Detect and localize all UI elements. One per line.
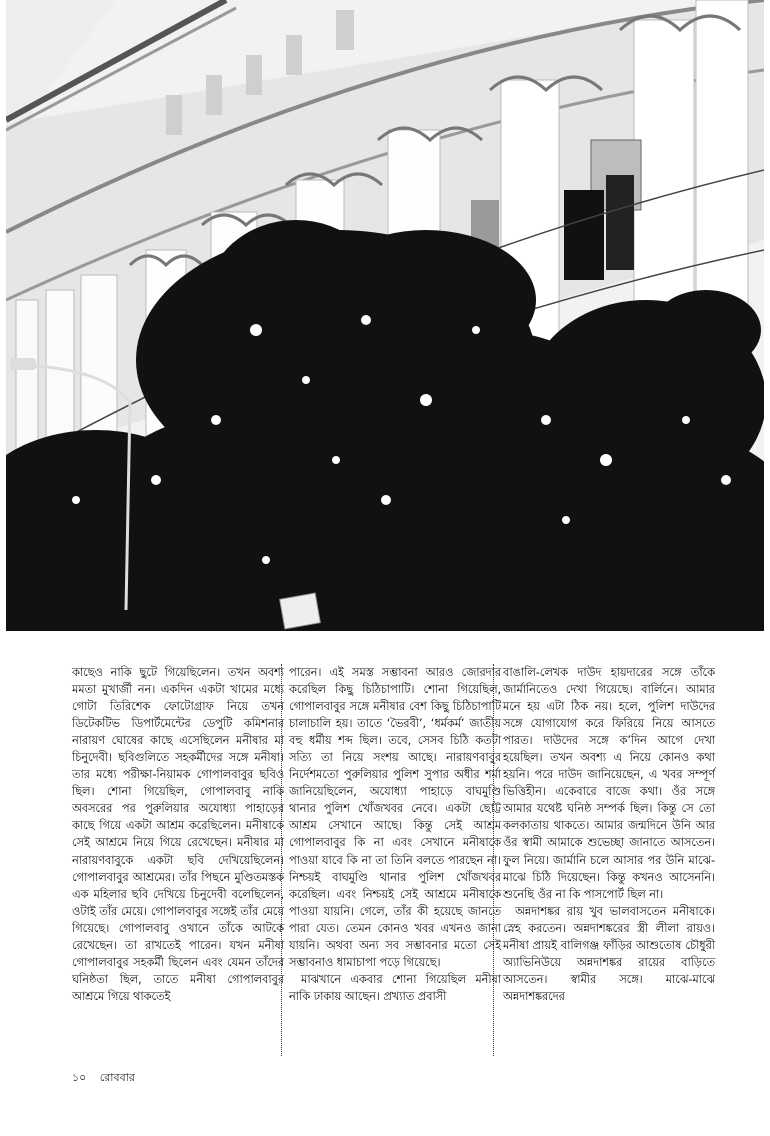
- article-column-1: [72, 664, 284, 1005]
- paragraph: বাঙালি-লেখক দাউদ হায়দারের সঙ্গে তাঁকে জার্মানিতেও দেখা গিয়েছে। বার্লিনে। আমার মনে হয় এটা ঠিক নয়। হলে, পুলিশ দাউদের সঙ্গে যোগাযোগ করে ফিরিয়ে নিয়ে আসতে পারত। দাউদের সঙ্গে ক’দিন আগে দেখা হয়েছিল। তখন অবশ্য এ নিয়ে কোনও কথা হয়নি। পরে দাউদ জানিয়েছেন, এ খবর সম্পূর্ণ ভিত্তিহীন। একেবারে বাজে কথা। ওঁর সঙ্গে আমার যথেষ্ট ঘনিষ্ঠ সম্পর্ক ছিল। কিন্তু সে তো কলকাতায় থাকতে। আমার জন্মদিনে উনি আর ওঁর স্বামী আমাকে শুভেচ্ছা জানাতে আসতেন। ফুল নিয়ে। জার্মানি চলে আসার পর উনি মাঝে-মাঝে চিঠি দিয়েছেন। কিন্তু কখনও আসেননি। শুনেছি ওঁর না কি পাসপোর্ট ছিল না।: [503, 665, 715, 901]
- page-number: ১০: [72, 1071, 87, 1084]
- page-footer: [72, 1069, 145, 1088]
- article-column-2: [289, 664, 501, 1005]
- article-column-3: [503, 664, 715, 1005]
- paragraph: অন্নদাশঙ্কর রায় খুব ভালবাসতেন মনীষাকে। স্নেহ করতেন। অন্নদাশঙ্করের স্ত্রী লীলা রায়ও। মনীষা প্রায়ই বালিগঞ্জ ফাঁড়ির আশুতোষ চৌধুরী অ্যাভিনিউয়ে অন্নদাশঙ্কর রায়ের বাড়িতে আসতেন। স্বামীর সঙ্গে। মাঝে-মাঝে অন্নদাশঙ্করদের: [503, 903, 715, 1003]
- building-photo: [6, 0, 764, 631]
- paragraph: পারেন। এই সমস্ত সম্ভাবনা আরও জোরদার করেছিল কিছু চিঠিচাপাটি। শোনা গিয়েছিল, গোপালবাবুর সঙ্গে মনীষার বেশ কিছু চিঠিচাপাটি চালাচালি হয়। তাতে ‘ভৈরবী’, ‘ধর্মকর্ম’ জাতীয় বহু ধর্মীয় শব্দ ছিল। তবে, সেসব চিঠি কতটা সত্যি তা নিয়ে সংশয় আছে। নারায়ণবাবুর নির্দেশমতো পুরুলিয়ার পুলিশ সুপার অধীর শর্মা জানিয়েছিলেন, অযোধ্যা পাহাড়ে বাঘমুণ্ডি থানার পুলিশ খোঁজখবর নেবে। একটা ছোট্ট আশ্রম সেখানে আছে। কিন্তু সেই আশ্রম গোপালবাবুর কি না এবং সেখানে মনীষাকে পাওয়া যাবে কি না তা তিনি বলতে পারছেন না। নিশ্চয়ই বাঘমুণ্ডি থানার পুলিশ খোঁজখবর করেছিল। এবং নিশ্চয়ই সেই আশ্রমে মনীষাকে পাওয়া যায়নি। গেলে, তাঁর কী হয়েছে জানতে পারা যেত। তেমন কোনও খবর এখনও জানা যায়নি। অথবা অন্য সব সম্ভাবনার মতো সেই সম্ভাবনাও ধামাচাপা পড়ে গিয়েছে।: [289, 665, 501, 969]
- paragraph: মাঝখানে একবার শোনা গিয়েছিল মনীষা নাকি ঢাকায় আছেন। প্রখ্যাত প্রবাসী: [289, 971, 501, 1003]
- column-divider: [493, 664, 494, 1056]
- section-name: রোববার: [99, 1071, 135, 1084]
- paragraph: কাছেও নাকি ছুটে গিয়েছিলেন। তখন অবশ্য মমতা মুখার্জী নন। একদিন একটা খামের মধ্যে গোটা তিরিশেক ফোটোগ্রাফ নিয়ে তখন ডিটেকটিভ ডিপার্টমেন্টের ডেপুটি কমিশনার নারায়ণ ঘোষের কাছে এসেছিলেন মনীষার মা চিনুদেবী। ছবিগুলিতে সহকর্মীদের সঙ্গে মনীষা। তার মধ্যে পরীক্ষা-নিয়ামক গোপালবাবুর ছবিও ছিল। শোনা গিয়েছিল, গোপালবাবু নাকি অবসরের পর পুরুলিয়ার অযোধ্যা পাহাড়ের কাছে গিয়ে একটা আশ্রম করেছিলেন। মনীষাকে সেই আশ্রমে নিয়ে গিয়ে রেখেছেন। মনীষার মা নারায়ণবাবুকে একটা ছবি দেখিয়েছিলেন। গোপালবাবুর আশ্রমের। তাঁর পিছনে মুণ্ডিতমস্তক এক মহিলার ছবি দেখিয়ে চিনুদেবী বলেছিলেন, ওটাই তাঁর মেয়ে। গোপালবাবুর সঙ্গেই তাঁর মেয়ে গিয়েছে। গোপালবাবু ওখানে তাঁকে আটকে রেখেছেন। তা রাখতেই পারেন। যখন মনীষা গোপালবাবুর সহকর্মী ছিলেন এবং যেমন তাঁদের ঘনিষ্ঠতা ছিল, তাতে মনীষা গোপালবাবুর আশ্রমে গিয়ে থাকতেই: [72, 665, 284, 1003]
- column-divider: [281, 664, 282, 1056]
